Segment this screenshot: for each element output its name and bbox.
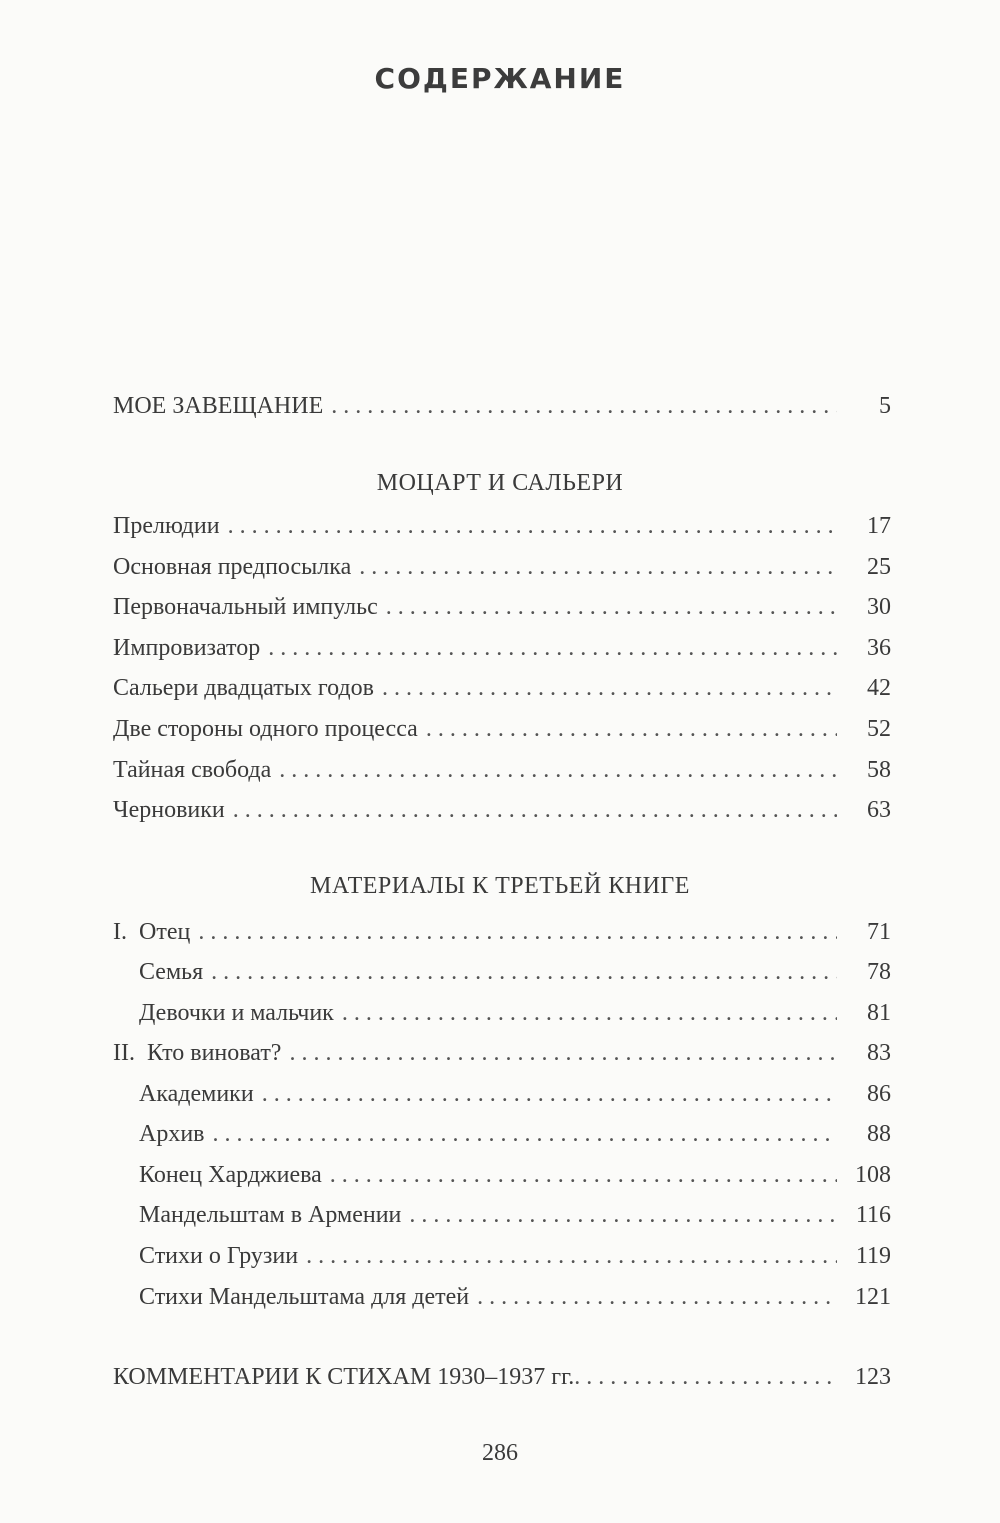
toc-entry-page: 5 <box>879 393 891 419</box>
toc-entry-label: Тайная свобода <box>113 757 272 783</box>
toc-entry-page: 71 <box>867 919 891 945</box>
toc-entry[interactable] <box>113 587 891 627</box>
toc-entry-page: 17 <box>867 513 891 539</box>
dot-leader <box>477 1277 837 1317</box>
toc-entry-page: 88 <box>867 1121 891 1147</box>
toc-entry-page: 108 <box>855 1162 891 1188</box>
toc-entry-label: Стихи Мандельштама для детей <box>139 1284 470 1310</box>
toc-entry-page: 81 <box>867 1000 891 1026</box>
dot-leader <box>386 587 837 627</box>
toc-entry-label: Импровизатор <box>113 635 261 661</box>
toc-entry[interactable] <box>113 628 891 668</box>
toc-entry-page: 30 <box>867 594 891 620</box>
toc-entry-label: Стихи о Грузии <box>139 1243 299 1269</box>
toc-entry-label: Две стороны одного процесса <box>113 716 418 742</box>
toc-entry-testament[interactable] <box>113 386 891 426</box>
toc-entry-label: Мандельштам в Армении <box>139 1202 402 1228</box>
toc-entry-label: Прелюдии <box>113 513 220 539</box>
dot-leader <box>213 1114 837 1154</box>
toc-entry-page: 78 <box>867 959 891 985</box>
toc-entry-label: II. Кто виноват? <box>113 1040 282 1066</box>
toc-entry-label: Основная предпосылка <box>113 554 352 580</box>
page-number: 286 <box>482 1440 518 1466</box>
dot-leader <box>268 628 837 668</box>
toc-entry-label: КОММЕНТАРИИ К СТИХАМ 1930–1937 гг. <box>113 1364 575 1390</box>
toc-entry[interactable] <box>139 1155 891 1195</box>
dot-leader <box>426 709 837 749</box>
toc-entry[interactable] <box>113 547 891 587</box>
section-heading-materials: МАТЕРИАЛЫ К ТРЕТЬЕЙ КНИГЕ <box>310 873 690 899</box>
toc-entry-label: Первоначальный импульс <box>113 594 378 620</box>
toc-entry[interactable] <box>113 668 891 708</box>
toc-entry-page: 25 <box>867 554 891 580</box>
toc-entry-page: 123 <box>855 1364 891 1390</box>
toc-entry-page: 86 <box>867 1081 891 1107</box>
dot-leader <box>359 547 837 587</box>
dot-leader <box>233 790 837 830</box>
section-heading-mozart: МОЦАРТ И САЛЬЕРИ <box>376 470 624 496</box>
toc-entry-page: 83 <box>867 1040 891 1066</box>
toc-entry[interactable] <box>113 709 891 749</box>
dot-leader <box>342 993 837 1033</box>
toc-entry-label: Академики <box>139 1081 254 1107</box>
toc-entry-label: Сальери двадцатых годов <box>113 675 374 701</box>
dot-leader <box>211 952 837 992</box>
toc-entry[interactable] <box>113 790 891 830</box>
toc-entry-label: Черновики <box>113 797 225 823</box>
toc-entry-page: 63 <box>867 797 891 823</box>
toc-entry-label: МОЕ ЗАВЕЩАНИЕ <box>113 393 324 419</box>
dot-leader <box>331 386 837 426</box>
toc-entry[interactable] <box>139 1236 891 1276</box>
dot-leader <box>279 750 837 790</box>
toc-entry[interactable] <box>139 1195 891 1235</box>
toc-entry-page: 116 <box>855 1202 891 1228</box>
dot-leader <box>382 668 837 708</box>
toc-entry[interactable] <box>139 952 891 992</box>
toc-entry-page: 42 <box>867 675 891 701</box>
dot-leader <box>198 912 837 952</box>
toc-entry[interactable] <box>139 1114 891 1154</box>
toc-entry-page: 119 <box>855 1243 891 1269</box>
toc-entry-label: Архив <box>139 1121 205 1147</box>
toc-entry-page: 36 <box>867 635 891 661</box>
toc-entry[interactable] <box>139 993 891 1033</box>
toc-entry[interactable] <box>139 1074 891 1114</box>
dot-leader <box>409 1195 837 1235</box>
page-title: СОДЕРЖАНИЕ <box>374 62 626 95</box>
dot-leader <box>289 1033 837 1073</box>
toc-entry-label: Девочки и мальчик <box>139 1000 334 1026</box>
toc-entry[interactable] <box>139 1277 891 1317</box>
toc-entry[interactable] <box>113 1033 891 1073</box>
toc-entry-page: 58 <box>867 757 891 783</box>
dot-leader <box>330 1155 837 1195</box>
toc-entry[interactable] <box>113 912 891 952</box>
toc-entry-commentary[interactable] <box>113 1357 891 1397</box>
toc-entry-page: 121 <box>855 1284 891 1310</box>
dot-leader <box>228 506 837 546</box>
dot-leader <box>262 1074 837 1114</box>
toc-entry-label: Семья <box>139 959 204 985</box>
toc-entry[interactable] <box>113 750 891 790</box>
dot-leader <box>574 1357 837 1397</box>
toc-entry-page: 52 <box>867 716 891 742</box>
toc-entry-label: I. Отец <box>113 919 191 945</box>
dot-leader <box>306 1236 837 1276</box>
toc-entry-label: Конец Харджиева <box>139 1162 322 1188</box>
toc-entry[interactable] <box>113 506 891 546</box>
